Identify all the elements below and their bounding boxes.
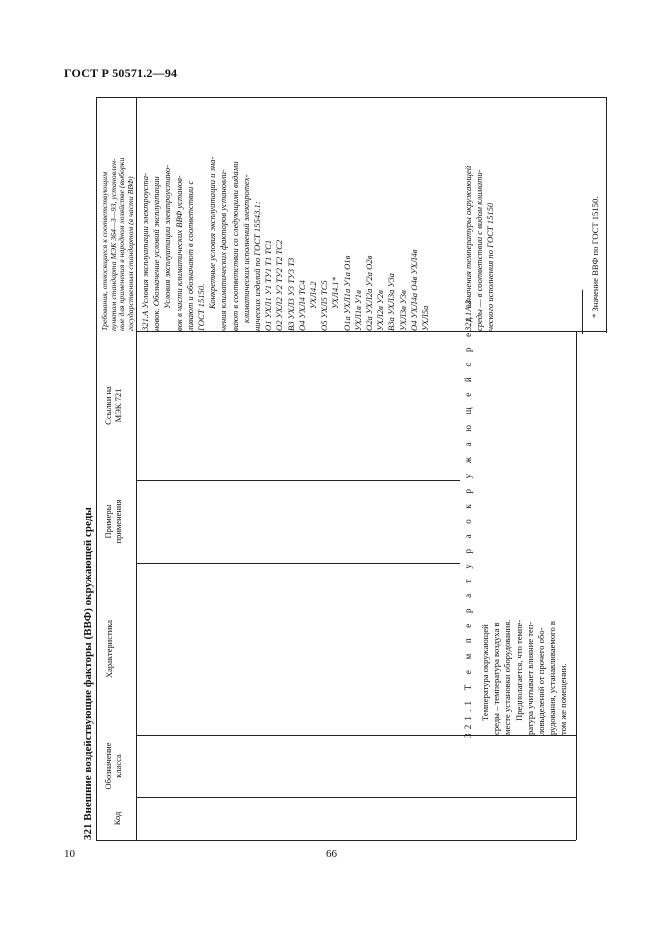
req-321-1A-line: ческого исполнения по ГОСТ 15150	[485, 202, 496, 331]
req-321A-line: чения климатических факторов установли-	[218, 169, 229, 331]
header-req-line1: Требования, относящиеся к соответствующим	[100, 171, 109, 331]
header-class	[103, 735, 123, 797]
req-321A-line: УХЛ2в У2в	[375, 290, 386, 331]
footnote: * Значение ВВФ по ГОСТ 15150.	[590, 196, 600, 318]
line-header-sep	[136, 97, 137, 840]
req-321A-line: В3 УХЛ3 У3 ТУ3 Т3	[285, 257, 296, 331]
req-321A-line: новок. Обозначение условий эксплуатации	[151, 176, 162, 331]
req-321A-line: климатических исполнений электротех-	[240, 174, 251, 323]
line-examples	[136, 563, 460, 564]
req-321A-line: вок в части климатических ВВФ установ-	[173, 175, 184, 331]
section-321-1-heading: 321.1 Т е м п е р а т у р а о к р у ж а ю щ е й с р е д ы	[463, 296, 473, 738]
req-321A-line: вают в соответствии со следующими видами	[229, 161, 240, 331]
line-req-inner	[136, 331, 606, 332]
characteristic-321-1	[480, 565, 570, 735]
req-321A-line: О5 УХЛ5 ТС5	[319, 280, 330, 331]
req-321-1A-line: среды — в соответствии с видом климати-	[474, 169, 485, 331]
document-header: ГОСТ Р 50571.2—94	[64, 66, 178, 80]
line-char	[136, 735, 576, 736]
header-references-line2: МЭК 721	[113, 388, 123, 423]
req-321A-line: УХЛ1в У1в	[352, 290, 363, 331]
header-examples	[103, 480, 123, 563]
requirements-321-1A	[463, 99, 497, 331]
char-line: ратура учитывает влияние теп-	[524, 621, 535, 735]
req-321A-line: О1 УХЛ1 У1 ТУ1 Т1 ТС1	[263, 239, 274, 331]
line-bottom	[96, 840, 576, 841]
char-line: ловыделений от прочего обо-	[536, 627, 547, 735]
line-right-req	[606, 97, 607, 333]
req-321A-line: О2а УХЛ2а У2а О2в	[364, 255, 375, 331]
line-right-body	[576, 331, 577, 840]
req-321A-line: УХЛ4.1*	[330, 277, 341, 309]
header-requirements	[101, 97, 135, 331]
req-321A-line: нических изделий по ГОСТ 15543.1:	[252, 201, 263, 331]
page-number-left: 10	[64, 848, 75, 860]
header-characteristic: Характеристика	[104, 619, 114, 679]
header-req-line3: ные для применения в народном хозяйстве (выборки	[117, 157, 127, 331]
header-req-line4: государственным стандартом (в части ВВФ)	[125, 176, 135, 331]
line-ref	[136, 480, 460, 481]
requirements-321A	[140, 99, 431, 331]
req-321A-line: Условия эксплуатации электроустано-	[162, 164, 173, 309]
table-title: 321 Внешние воздействующие факторы (ВВФ) окружающей среды	[82, 507, 94, 840]
req-321A-line: Конкретные условия эксплуатации и зна-	[207, 156, 218, 309]
req-321A-line: УХЛ4.2	[308, 281, 319, 309]
header-code: Код	[112, 811, 122, 826]
req-321A-line: О4 УХЛ4 ТС4	[296, 280, 307, 331]
header-references	[103, 331, 123, 480]
req-321A-line: О2 УХЛ2 У2 ТУ2 Т2 ТС2	[274, 239, 285, 331]
footnote-rule	[582, 290, 583, 334]
char-line: Предполагается, что темпе-	[513, 619, 524, 721]
char-line: среды – температура воздуха в	[491, 622, 502, 735]
req-321A-line: О4 УХЛ4а О4в УХЛ4в	[408, 249, 419, 331]
req-321A-line: ГОСТ 15150.	[196, 283, 207, 331]
header-class-line2: класса	[113, 754, 123, 778]
char-line: рудования, устанавливаемого в	[547, 621, 558, 735]
header-examples-line1: Примеры	[103, 504, 113, 539]
char-line: том же помещении.	[558, 663, 569, 735]
char-line: месте установки оборудования.	[502, 619, 513, 735]
req-321A-line: 321.А Условия эксплуатации электроуста-	[140, 173, 150, 331]
req-321A-line: В3а УХЛ3а У3а	[386, 273, 397, 331]
line-left	[96, 97, 97, 840]
page-number-center: 66	[326, 848, 337, 860]
header-req-line2: пунктам стандарта МЭК 364—3—93, установлен-	[108, 158, 118, 331]
req-321A-line: УХЛ5а	[420, 305, 431, 331]
header-references-line1: Ссылки на	[103, 386, 113, 425]
req-321A-line: О1а УХЛ1а У1а О1в	[341, 255, 352, 331]
header-examples-line2: применения	[113, 499, 123, 544]
line-top	[96, 97, 606, 98]
req-321A-line: ливают и обозначают в соответствии с	[184, 180, 195, 331]
char-line: Температура окружающей	[480, 624, 490, 721]
header-class-line1: Обозначение	[103, 742, 113, 790]
req-321A-line: УХЛ3в У3в	[397, 290, 408, 331]
line-class	[136, 797, 576, 798]
req-321-1A-line: 321.1А Значения температуры окружающей	[463, 165, 473, 331]
